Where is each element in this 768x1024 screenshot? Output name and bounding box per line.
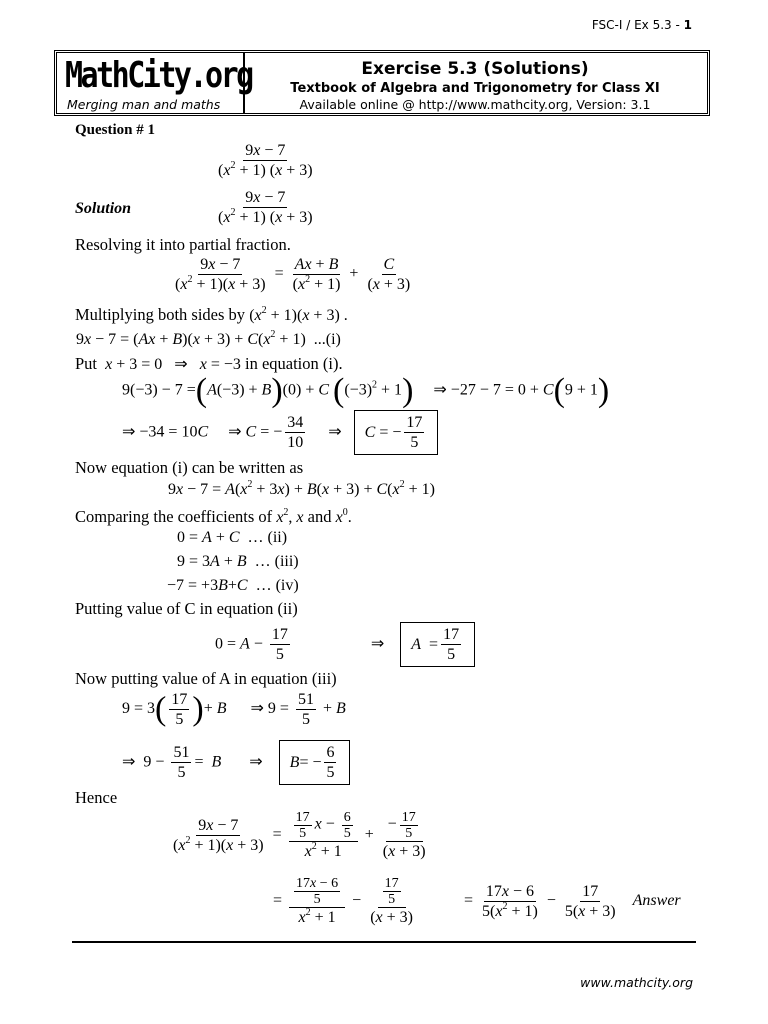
- equation-iv: −7 = +3B+C … (iv): [167, 577, 299, 594]
- comparing-line: Comparing the coefficients of $x^2$, x and $x^0$.: [75, 507, 352, 526]
- equation-ii: 0 = A + C … (ii): [177, 529, 288, 546]
- equation-iii: 9 = 3A + B … (iii): [177, 553, 299, 570]
- question-heading: Question # 1: [75, 122, 156, 138]
- a-result-box: A = $\frac{17}{5}$: [400, 622, 475, 667]
- b-derivation: ⇒ 9 − $\frac{51}{5}$ = B ⇒ B = − $\frac{6}{5}$: [122, 740, 350, 785]
- multiplying-line: Multiplying both sides by $(x^2 + 1)(x + 3)$ .: [75, 305, 348, 324]
- banner-logo-cell: [57, 53, 252, 113]
- solution-label: Solution: [75, 200, 132, 217]
- banner-title: Exercise 5.3 (Solutions): [361, 59, 589, 79]
- hence-text: Hence: [75, 788, 118, 807]
- c-result-box: C = − $\frac{17}{5}$: [354, 410, 439, 455]
- resolving-text: Resolving it into partial fraction.: [75, 235, 291, 254]
- putting-c-text: Putting value of C in equation (ii): [75, 599, 298, 618]
- banner-subtitle: Textbook of Algebra and Trigonometry for Class XI: [290, 81, 660, 96]
- equation-i: $9x - 7 = (Ax + B)(x + 3) + C(x^2 + 1)$ ...(i): [76, 329, 341, 348]
- c-derivation: ⇒ −34 = 10C ⇒ C = − $\frac{34}{10}$ ⇒ C = − $\frac{17}{5}$: [122, 410, 438, 455]
- footer-rule: [72, 941, 696, 943]
- in-eq-text: in equation (i).: [244, 354, 343, 373]
- b-result-box: B = − $\frac{6}{5}$: [279, 740, 351, 785]
- now-eq-text: Now equation (i) can be written as: [75, 458, 304, 477]
- substitution-line: 9(−3) − 7 =(A(−3) + B)(0) + C $((-3)^2 + 1)$ ⇒ −27 − 7 = 0 + C(9 + 1): [122, 372, 610, 409]
- hence-equation-2: = $\frac{\frac{17x - 6}{5}}{x^2 + 1}$ − $\frac{\frac{17}{5}}{(x + 3)}$ = $\frac{17x - 6}{5(x^2 + 1)}$ − $\frac{17}{5(x + 3)}$ Answer: [273, 876, 681, 926]
- hence-equation-1: $\frac{9x - 7}{(x^2 + 1)(x + 3)}$ = $\frac{17}{5}$ x − $\frac{6}{5}$ $x^2 + 1$ + − $\frac{17}{5}$ (x + 3): [173, 810, 426, 860]
- put-text: Put: [75, 354, 98, 373]
- comparing-text: Comparing the coefficients of: [75, 507, 273, 526]
- banner-availability: Available online @ http://www.mathcity.org, Version: 3.1: [299, 97, 651, 112]
- expanded-equation: $9x - 7 = A(x^2 + 3x) + B(x + 3) + C(x^2 + 1)$: [168, 479, 435, 498]
- banner: [54, 50, 710, 116]
- and-text: and: [307, 507, 332, 526]
- put-line: Put x + 3 = 0 ⇒ x = −3 in equation (i).: [75, 354, 343, 373]
- question-expression: $\frac{9x - 7}{(x^2 + 1) (x + 3)}$: [218, 142, 313, 179]
- page-header: [592, 18, 692, 32]
- putting-a-text: Now putting value of A in equation (iii): [75, 669, 337, 688]
- footer-url: www.mathcity.org: [580, 975, 693, 990]
- multiplying-text: Multiplying both sides by: [75, 305, 246, 324]
- solution-expression: $\frac{9x - 7}{(x^2 + 1) (x + 3)}$: [218, 189, 313, 226]
- logo: MathCity.org: [65, 55, 252, 97]
- tagline: Merging man and maths: [67, 97, 221, 112]
- answer-label: Answer: [632, 892, 681, 910]
- page-number: 1: [683, 18, 692, 32]
- b-substitution: 9 = 3( $\frac{17}{5}$ )+ B ⇒ 9 = $\frac{51}{5}$ + B: [122, 690, 346, 728]
- a-derivation: 0 = A − $\frac{17}{5}$ ⇒ A = $\frac{17}{5}$: [215, 622, 475, 667]
- partial-fraction-equation: $\frac{9x - 7}{(x^2 + 1)(x + 3)}$ = $\frac{Ax + B}{(x^2 + 1)}$ + $\frac{C}{(x + 3)}$: [175, 256, 411, 293]
- page-header-text: FSC-I / Ex 5.3 -: [591, 18, 684, 32]
